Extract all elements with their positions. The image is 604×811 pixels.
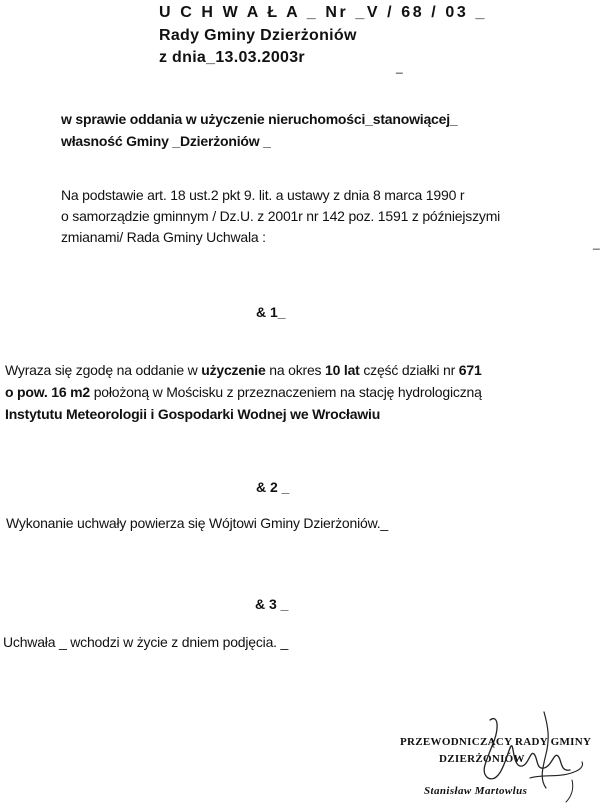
signature-stroke — [484, 719, 570, 779]
section-1-marker: & 1_ — [256, 304, 286, 320]
section-1-line-3 — [5, 406, 380, 422]
text-run-bold: użyczenie — [201, 362, 266, 378]
text-run-bold: 10 lat — [325, 362, 360, 378]
council-name: Rady Gminy Dzierżoniów — [159, 27, 357, 44]
handwritten-signature — [470, 708, 588, 804]
signature-stroke — [566, 780, 573, 802]
section-1-line-1 — [5, 362, 482, 378]
signer-name: Stanisław Martowlus — [424, 785, 528, 797]
text-run: Wykonanie uchwały powierza się Wójtowi Gminy Dzierżoniów._ — [6, 515, 388, 531]
resolution-title: U C H W A Ł A _ Nr _V / 68 / 03 _ — [159, 4, 487, 21]
section-2-text — [6, 515, 388, 531]
text-run: na okres — [265, 362, 326, 378]
text-run-bold: 671 — [458, 362, 482, 378]
subject-line-2: własność Gminy _Dzierżoniów _ — [61, 133, 271, 149]
resolution-date: z dnia_13.03.2003r — [159, 49, 305, 66]
legal-basis-line-2: o samorządzie gminnym / Dz.U. z 2001r nr 142 poz. 1591 z późniejszymi — [61, 208, 501, 224]
date-underscore: _ — [396, 60, 403, 74]
legal-basis-line-3: zmianami/ Rada Gminy Uchwala : — [61, 229, 266, 245]
text-run: część działki nr — [359, 362, 459, 378]
section-1-line-2 — [5, 384, 482, 400]
stamp-line-2: DZIERŻONIÓW — [439, 753, 525, 765]
section-3-marker: & 3 _ — [255, 596, 289, 612]
stamp-line-1: PRZEWODNICZĄCY RADY GMINY — [400, 736, 592, 748]
section-2-marker: & 2 _ — [256, 479, 290, 495]
section-3-text — [3, 634, 288, 650]
text-run-bold: o pow. 16 m2 — [5, 384, 90, 400]
legal-basis-line-1: Na podstawie art. 18 ust.2 pkt 9. lit. a ustawy z dnia 8 marca 1990 r — [61, 187, 465, 203]
text-run: Uchwała _ wchodzi w życie z dniem podjęcia. _ — [3, 634, 289, 650]
text-run: Wyraza się zgodę na oddanie w — [5, 362, 202, 378]
subject-line-1: w sprawie oddania w użyczenie nieruchomości_stanowiącej_ — [61, 111, 458, 127]
text-run: położoną w Mościsku z przeznaczeniem na stację hydrologiczną — [90, 384, 482, 400]
legal-basis-underscore: _ — [593, 236, 600, 250]
text-run-bold: Instytutu Meteorologii i Gospodarki Wodnej we Wrocławiu — [5, 406, 381, 422]
